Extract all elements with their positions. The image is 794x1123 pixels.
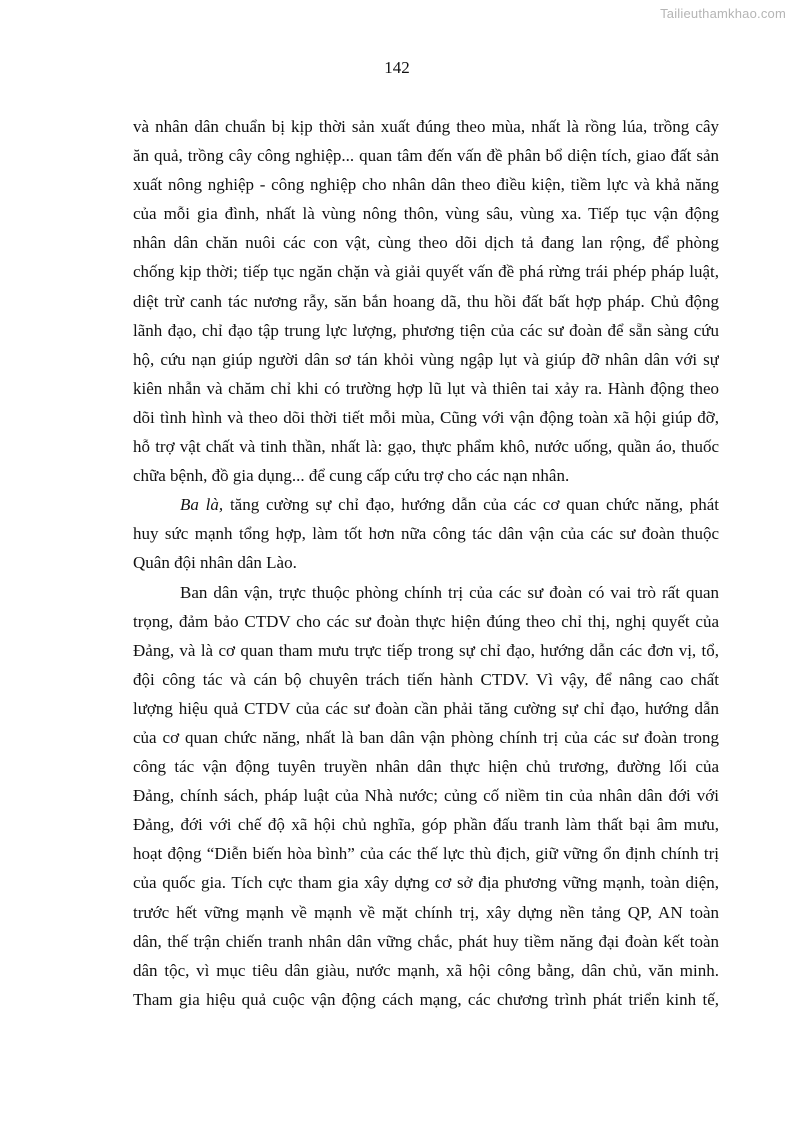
- text-line: chống kịp thời; tiếp tục ngăn chặn và giải quyết vấn đề phá rừng trái phép pháp luật,: [133, 262, 719, 282]
- text-line: lãnh đạo, chỉ đạo tập trung lực lượng, phương tiện của các sư đoàn để sẵn sàng cứu: [133, 320, 719, 340]
- text-line: diệt trừ canh tác nương rẫy, săn bắn hoang dã, thu hồi đất bất hợp pháp. Chủ động: [133, 291, 719, 311]
- text-line: dõi tình hình và theo dõi thời tiết mỗi mùa, Cũng với vận động toàn xã hội giúp đỡ,: [133, 407, 719, 427]
- text-line-rest: tăng cường sự chỉ đạo, hướng dẫn của các cơ quan chức năng, phát: [223, 495, 719, 515]
- text-line: và nhân dân chuẩn bị kịp thời sản xuất đúng theo mùa, nhất là rồng lúa, trồng cây: [133, 117, 719, 136]
- text-line: hoạt động “Diễn biến hòa bình” của các thế lực thù địch, giữ vững ổn định chính trị: [133, 844, 719, 864]
- text-line: của cơ quan chức năng, nhất là ban dân vận phòng chính trị của các sư đoàn trong: [133, 727, 719, 747]
- text-line: nhân dân chăn nuôi các con vật, cùng theo dõi dịch tả đang lan rộng, để phòng: [133, 233, 719, 253]
- text-line: ăn quả, trồng cây công nghiệp... quan tâm đến vấn đề phân bổ diện tích, giao đất sản: [133, 146, 719, 166]
- text-line: hỗ trợ vật chất và tinh thần, nhất là: gạo, thực phẩm khô, nước uống, quần áo, thuốc: [133, 437, 719, 457]
- text-line: của mỗi gia đình, nhất là vùng nông thôn, vùng sâu, vùng xa. Tiếp tục vận động: [133, 204, 719, 224]
- text-line: đội công tác và cán bộ chuyên trách tiến hành CTDV. Vì vậy, để nâng cao chất: [133, 669, 719, 689]
- text-line: Quân đội nhân dân Lào.: [133, 553, 297, 573]
- text-line: Ban dân vận, trực thuộc phòng chính trị của các sư đoàn có vai trò rất quan: [180, 582, 719, 602]
- italic-lead: Ba là,: [180, 495, 224, 515]
- text-line: dân tộc, vì mục tiêu dân giàu, nước mạnh, xã hội công bằng, dân chủ, văn minh.: [133, 960, 719, 980]
- text-line: lượng hiệu quả CTDV của các sư đoàn cần phải tăng cường sự chỉ đạo, hướng dẫn: [133, 698, 719, 718]
- text-line: huy sức mạnh tổng hợp, làm tốt hơn nữa công tác dân vận của các sư đoàn thuộc: [133, 524, 719, 544]
- text-line: xuất nông nghiệp - công nghiệp cho nhân dân theo điều kiện, tiềm lực và khả năng: [133, 175, 719, 195]
- text-line: [133, 490, 719, 519]
- text-line: Tham gia hiệu quả cuộc vận động cách mạng, các chương trình phát triển kinh tế,: [133, 989, 719, 1009]
- text-line: trước hết vững mạnh về mạnh về mặt chính trị, xây dựng nền tảng QP, AN toàn: [133, 902, 719, 922]
- page-number: 142: [384, 58, 410, 77]
- body-text: [133, 112, 719, 1014]
- text-line: trọng, đảm bảo CTDV cho các sư đoàn thực hiện đúng theo chỉ thị, nghị quyết của: [133, 611, 719, 631]
- text-line: dân, thế trận chiến tranh nhân dân vững chắc, phát huy tiềm năng đại đoàn kết toàn: [133, 931, 719, 951]
- text-line: Đảng, và là cơ quan tham mưu trực tiếp trong sự chỉ đạo, hướng dẫn các đơn vị, tổ,: [133, 640, 719, 660]
- text-line: Đảng, đới với chế độ xã hội chủ nghĩa, góp phần đấu tranh làm thất bại âm mưu,: [133, 815, 719, 835]
- text-line: chữa bệnh, đồ gia dụng... để cung cấp cứu trợ cho các nạn nhân.: [133, 466, 570, 486]
- text-line: công tác vận động tuyên truyền nhân dân thực hiện chủ trương, đường lối của: [133, 757, 719, 777]
- text-line: hộ, cứu nạn giúp người dân sơ tán khỏi vùng ngập lụt và giúp đỡ nhân dân với sự: [133, 349, 719, 369]
- text-line: kiên nhẫn và chăm chỉ khi có trường hợp lũ lụt và thiên tai xảy ra. Hành động theo: [133, 378, 719, 398]
- watermark-text: Tailieuthamkhao.com: [660, 6, 786, 21]
- text-line: của quốc gia. Tích cực tham gia xây dựng cơ sở địa phương vững mạnh, toàn diện,: [133, 873, 719, 893]
- text-line: Đảng, chính sách, pháp luật của Nhà nước; củng cố niềm tin của nhân dân đới với: [133, 786, 719, 806]
